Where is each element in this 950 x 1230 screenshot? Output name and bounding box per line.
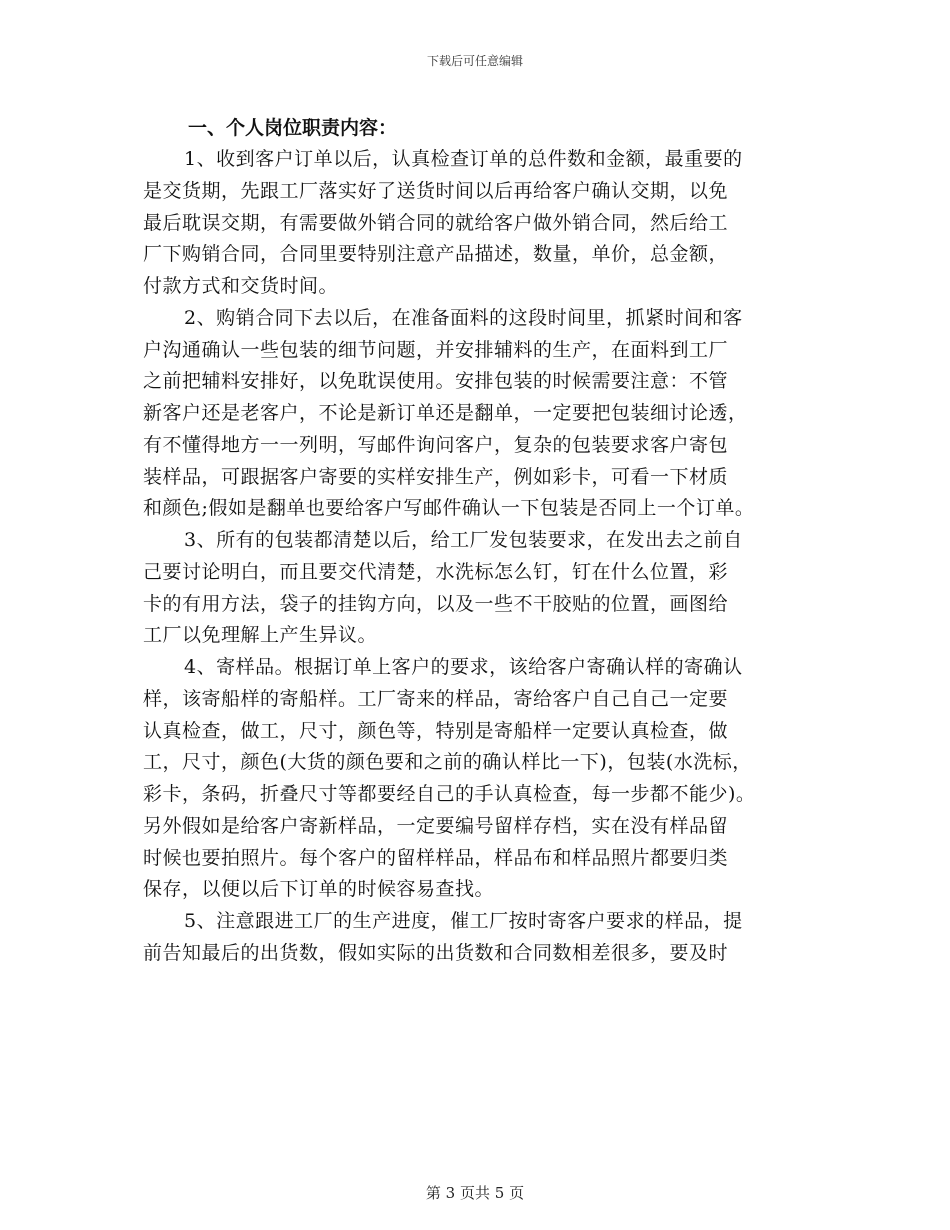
text-line: 3、所有的包装都清楚以后，给工厂发包装要求，在发出去之前自 (184, 529, 743, 551)
page-footer: 第 3 页共 5 页 (425, 1184, 525, 1202)
text-line: 是交货期，先跟工厂落实好了送货时间以后再给客户确认交期，以免 (143, 179, 729, 202)
text-line: 工，尺寸，颜色(大货的颜色要和之前的确认样比一下)，包装(水洗标， (143, 751, 752, 774)
text-line: 户沟通确认一些包装的细节问题，并安排辅料的生产，在面料到工厂 (143, 338, 729, 361)
text-line: 新客户还是老客户，不论是新订单还是翻单，一定要把包装细讨论透， (143, 402, 748, 424)
section-heading: 一、个人岗位职责内容： (188, 117, 398, 139)
document-body (143, 112, 813, 970)
text-line: 彩卡，条码，折叠尺寸等都要经自己的手认真检查，每一步都不能少)。 (143, 783, 756, 805)
paragraph-lines (143, 144, 813, 970)
text-line: 4、寄样品。根据订单上客户的要求，该给客户寄确认样的寄确认 (184, 656, 743, 678)
text-line: 1、收到客户订单以后，认真检查订单的总件数和金额，最重要的 (184, 148, 743, 170)
text-line: 5、注意跟进工厂的生产进度，催工厂按时寄客户要求的样品，提 (184, 910, 743, 932)
text-line: 己要讨论明白，而且要交代清楚，水洗标怎么钉，钉在什么位置，彩 (143, 560, 729, 583)
text-line: 装样品，可跟据客户寄要的实样安排生产，例如彩卡，可看一下材质 (143, 465, 729, 488)
page-header: 下载后可任意编辑 (426, 54, 523, 68)
text-line: 卡的有用方法，袋子的挂钩方向，以及一些不干胶贴的位置，画图给 (143, 592, 729, 615)
text-line: 认真检查，做工，尺寸，颜色等，特别是寄船样一定要认真检查，做 (143, 719, 729, 742)
text-line: 工厂以免理解上产生异议。 (143, 624, 378, 647)
text-line: 保存，以便以后下订单的时候容易查找。 (143, 878, 495, 901)
text-line: 最后耽误交期，有需要做外销合同的就给客户做外销合同，然后给工 (143, 211, 729, 234)
text-line: 另外假如是给客户寄新样品，一定要编号留样存档，实在没有样品留 (143, 814, 729, 837)
text-line: 样，该寄船样的寄船样。工厂寄来的样品，寄给客户自己自己一定要 (143, 687, 729, 710)
text-line: 之前把辅料安排好，以免耽误使用。安排包装的时候需要注意：不管 (143, 370, 729, 393)
text-line: 2、购销合同下去以后，在准备面料的这段时间里，抓紧时间和客 (184, 306, 743, 329)
text-line: 厂下购销合同，合同里要特别注意产品描述，数量，单价，总金额， (143, 243, 729, 266)
text-line: 付款方式和交货时间。 (143, 275, 339, 297)
text-line: 和颜色;假如是翻单也要给客户写邮件确认一下包装是否同上一个订单。 (143, 497, 755, 520)
text-line: 时候也要拍照片。每个客户的留样样品，样品布和样品照片都要归类 (143, 846, 729, 869)
text-line: 前告知最后的出货数，假如实际的出货数和合同数相差很多，要及时 (143, 941, 729, 964)
text-line: 有不懂得地方一一列明，写邮件询问客户，复杂的包装要求客户寄包 (143, 433, 729, 456)
